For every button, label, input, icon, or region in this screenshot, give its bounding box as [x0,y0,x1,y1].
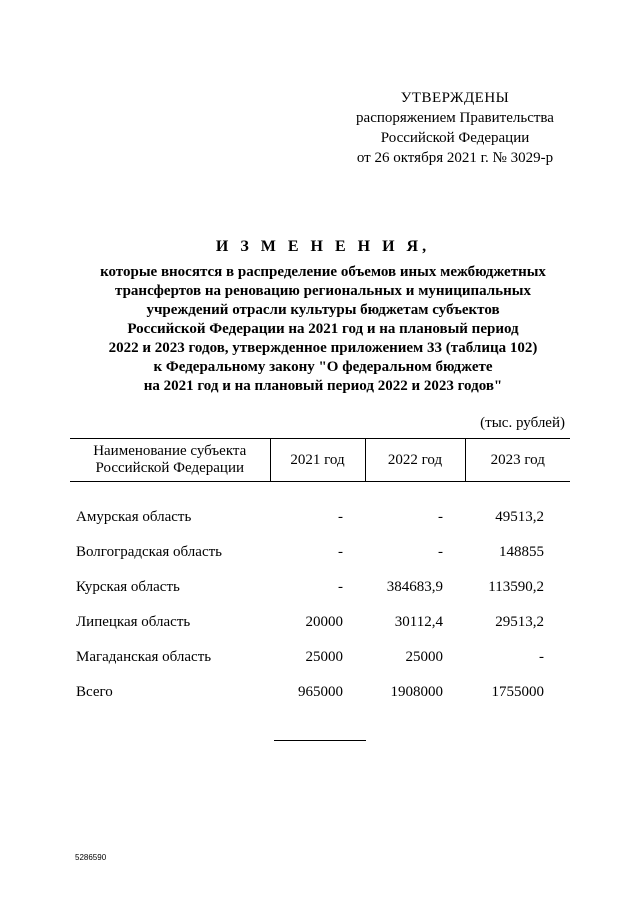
approval-line-2: Российской Федерации [380,130,530,146]
cell-region: Липецкая область [76,614,191,630]
cell-2023: - [539,649,544,665]
cell-2022: 30112,4 [394,614,443,630]
table-row [70,640,570,675]
heading-line: учреждений отрасли культуры бюджетам субъектов [146,302,500,318]
header-2023: 2023 год [465,439,570,482]
table-row [70,570,570,605]
cell-2021: 965000 [298,684,343,700]
approval-title: УТВЕРЖДЕНЫ [400,90,510,106]
cell-2021: - [338,544,343,560]
cell-2023: 49513,2 [495,509,544,525]
end-rule [274,740,366,741]
approval-block [340,88,570,168]
cell-2022: 25000 [405,649,443,665]
table-header-row [70,439,570,482]
document-heading [60,237,586,396]
heading-line: к Федеральному закону "О федеральном бюджете [153,359,493,375]
units-label: (тыс. рублей) [480,415,565,431]
cell-2023: 148855 [499,544,544,560]
heading-line: которые вносятся в распределение объемов иных межбюджетных [100,264,546,280]
cell-region: Амурская область [76,509,192,525]
table-row-total [70,675,570,710]
cell-region: Всего [76,684,113,700]
heading-line: 2022 и 2023 годов, утвержденное приложением 33 (таблица 102) [108,340,538,356]
cell-2023: 1755000 [491,684,544,700]
cell-2023: 113590,2 [488,579,544,595]
cell-2021: 25000 [305,649,343,665]
table-row [70,535,570,570]
header-2022: 2022 год [365,439,465,482]
table-row [70,482,570,536]
document-number: 5286590 [75,853,107,862]
cell-2022: 1908000 [390,684,443,700]
cell-region: Волгоградская область [76,544,222,560]
cell-region: Курская область [76,579,180,595]
cell-2021: 20000 [305,614,343,630]
cell-2022: 384683,9 [386,579,443,595]
cell-2022: - [438,544,443,560]
cell-2022: - [438,509,443,525]
heading-line: Российской Федерации на 2021 год и на плановый период [127,321,519,337]
heading-line: трансфертов на реновацию региональных и муниципальных [115,283,531,299]
heading-title: И З М Е Н Е Н И Я, [215,238,431,255]
allocation-table [70,438,570,710]
cell-2023: 29513,2 [495,614,544,630]
cell-2021: - [338,579,343,595]
approval-line-1: распоряжением Правительства [356,110,554,126]
cell-region: Магаданская область [76,649,212,665]
approval-line-3: от 26 октября 2021 г. № 3029-р [356,150,554,166]
heading-line: на 2021 год и на плановый период 2022 и 2023 годов" [143,378,503,394]
table-row [70,605,570,640]
cell-2021: - [338,509,343,525]
header-2021: 2021 год [270,439,365,482]
header-region: Наименование субъекта Российской Федерации [70,439,270,482]
